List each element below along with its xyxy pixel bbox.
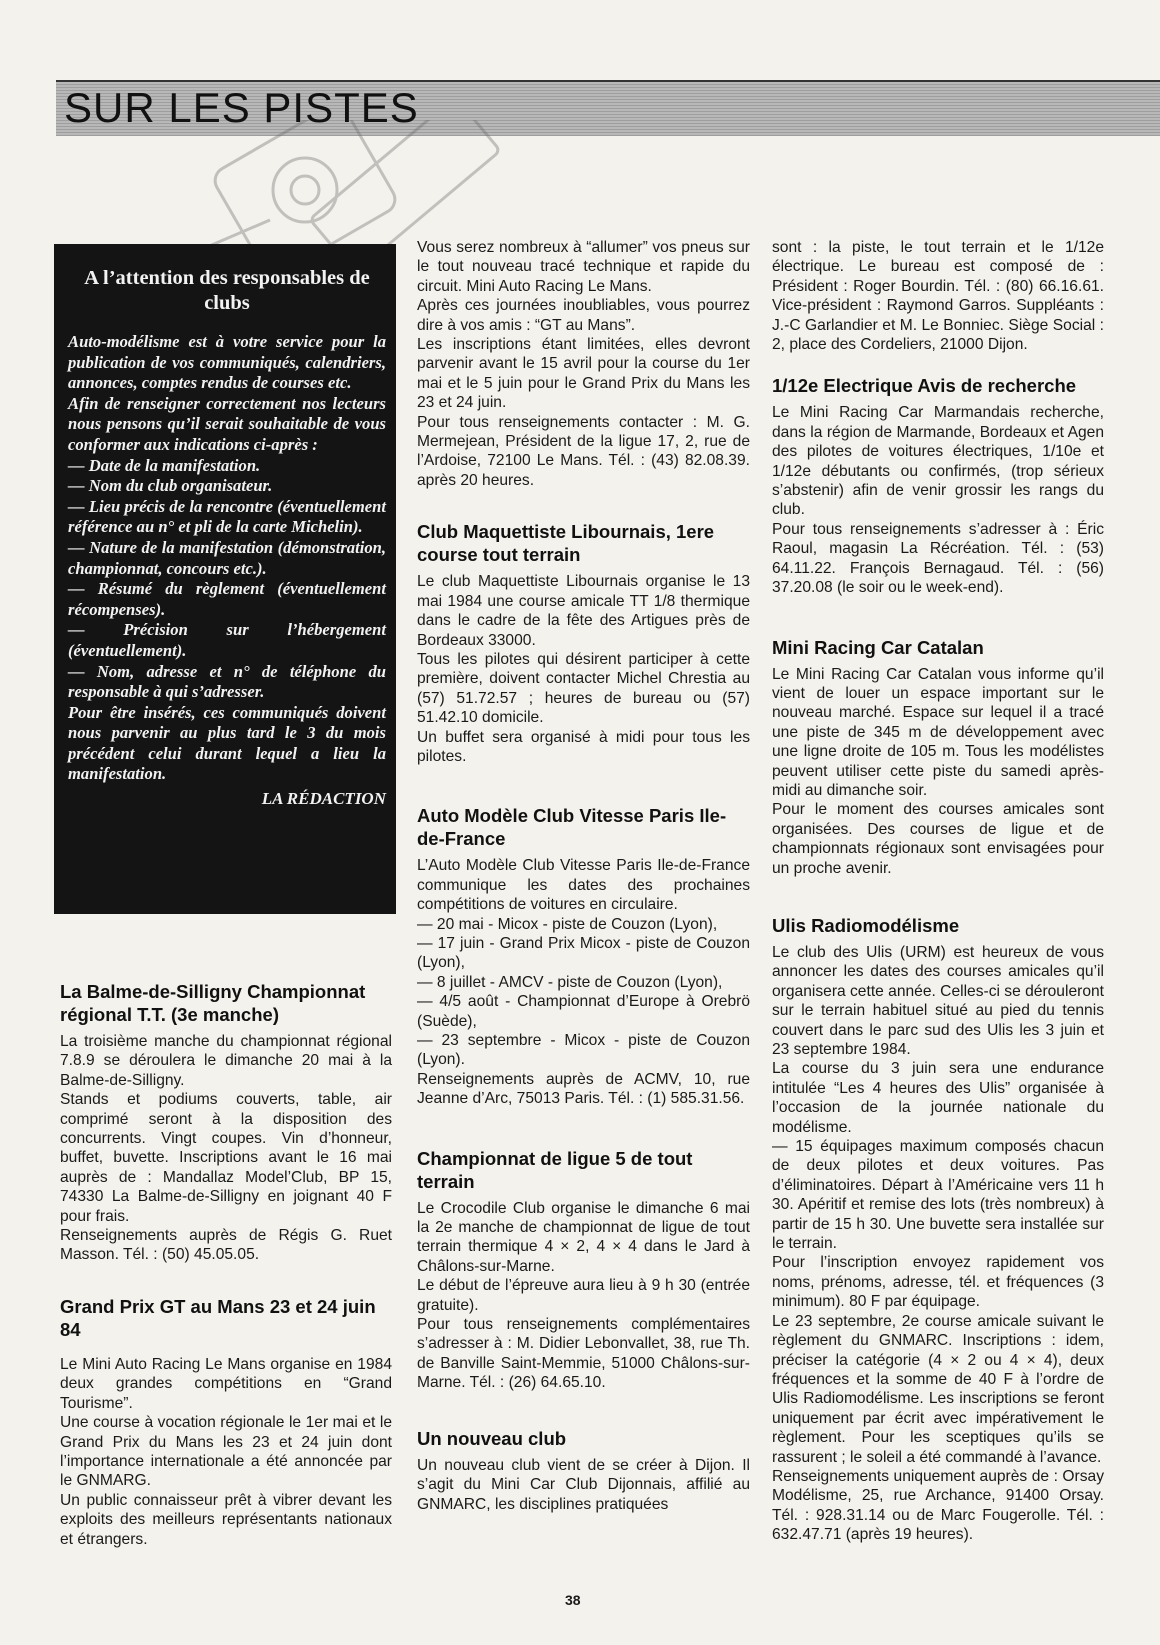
paragraph: Le Mini Auto Racing Le Mans organise en 1984 deux grandes compétitions en “Grand Tourisme”. <box>60 1355 392 1412</box>
article-body <box>417 1199 750 1393</box>
notice-line: — Lieu précis de la rencontre (éventuellement référence au n° et pli de la carte Michelin). <box>68 496 386 537</box>
notice-title: A l’attention des responsables de clubs <box>84 267 370 314</box>
article-body <box>60 1032 392 1265</box>
paragraph: La troisième manche du championnat régional 7.8.9 se déroulera le dimanche 20 mai à la Balme-de-Silligny. <box>60 1033 392 1089</box>
paragraph: Renseignements uniquement auprès de : Orsay Modélisme, 25, rue Archance, 91400 Orsay. Tél. : 928.31.14 ou de Marc Fougerolle. Tél. : 632.47.71 (après 19 heures). <box>772 1467 1104 1544</box>
paragraph: Renseignements auprès de ACMV, 10, rue Jeanne d’Arc, 75013 Paris. Tél. : (1) 585.31.56. <box>417 1070 750 1108</box>
paragraph: Pour tous renseignements s’adresser à : Éric Raoul, magasin La Récréation. Tél. : (53) 64.11.22. François Bernagaud. Tél. : (56) 37.20.08 (le soir ou le week-end). <box>772 520 1104 597</box>
paragraph: Le Mini Racing Car Marmandais recherche, dans la région de Marmande, Bordeaux et Agen des pilotes de voitures électriques, 1/10e et 1/12e débutants ou confirmés, (trop sérieux s’abstenir) afin de venir grossir les rangs du club. <box>772 404 1104 519</box>
paragraph: Le Crocodile Club organise le dimanche 6 mai la 2e manche de championnat de ligue de tout terrain thermique 4 × 2, 4 × 4 dans le Jard à Châlons-sur-Marne. <box>417 1199 750 1275</box>
paragraph: — 4/5 août - Championnat d’Europe à Orebrö (Suède), <box>417 993 750 1030</box>
paragraph: L’Auto Modèle Club Vitesse Paris Ile-de-France communique les dates des prochaines compétitions de voitures en circulaire. <box>417 857 750 914</box>
article-body <box>772 403 1104 597</box>
notice-line: Pour être insérés, ces communiqués doivent nous parvenir au plus tard le 3 du mois précédent celui durant lequel a lieu la manifestation. <box>68 702 386 784</box>
paragraph: — 8 juillet - AMCV - piste de Couzon (Lyon), <box>417 973 723 991</box>
article-body <box>417 238 750 490</box>
paragraph: Après ces journées inoubliables, vous pourrez dire à vos amis : “GT au Mans”. <box>417 297 750 334</box>
article-title: Club Maquettiste Libournais, 1ere course tout terrain <box>417 521 715 566</box>
article-body <box>772 665 1104 878</box>
column-middle <box>417 238 750 1514</box>
article-body <box>772 943 1104 1545</box>
paragraph: — 15 équipages maximum composés chacun de deux pilotes et deux voitures. Pas d’éliminatoires. Départ à l’Américaine vers 11 h 30. Apéritif et remise des lots (très nombreux) à partir de 15 h 30. Une buvette sera installée sur le terrain. <box>772 1138 1104 1253</box>
paragraph: — 17 juin - Grand Prix Micox - piste de Couzon (Lyon), <box>417 934 750 972</box>
notice-line: — Nom, adresse et n° de téléphone du responsable à qui s’adresser. <box>68 661 386 702</box>
article-title: Championnat de ligue 5 de tout terrain <box>417 1147 693 1192</box>
article-title: 1/12e Electrique Avis de recherche <box>772 375 1077 397</box>
notice-body <box>68 332 386 785</box>
notice-line: — Précision sur l’hébergement (éventuellement). <box>68 620 386 660</box>
column-right <box>772 238 1104 1545</box>
article-title: Ulis Radiomodélisme <box>772 914 960 936</box>
paragraph: Pour le moment des courses amicales sont organisées. Des courses de ligue et de championnats régionaux sont envisagées pour un proche avenir. <box>772 801 1104 877</box>
page-title: SUR LES PISTES <box>64 84 419 131</box>
paragraph: Les inscriptions étant limitées, elles devront parvenir avant le 15 avril pour la course du 1er mai et le 5 juin pour le Grand Prix du Mans les 23 et 24 juin. <box>417 336 750 412</box>
paragraph: Le Mini Racing Car Catalan vous informe qu’il vient de louer un espace important sur le nouveau marché. Espace sur lequel il a tracé une piste de 345 m de développement avec une ligne droite de 105 m. Tous les modélistes peuvent utiliser cette piste du samedi après-midi au dimanche soir. <box>772 665 1104 799</box>
paragraph: Un public connaisseur prêt à vibrer devant les exploits des meilleurs représentants nationaux et étrangers. <box>60 1491 392 1548</box>
notice-line: Afin de renseigner correctement nos lecteurs nous pensons qu’il serait souhaitable de vous conformer aux indications ci-après : <box>68 393 386 454</box>
paragraph: Vous serez nombreux à “allumer” vos pneus sur le tout nouveau tracé technique et rapide du circuit. Mini Auto Racing Le Mans. <box>417 239 750 295</box>
paragraph: Stands et podiums couverts, table, air comprimé seront à la disposition des concurrents. Vingt coupes. Vin d’honneur, buffet, buvette. Inscriptions avant le 16 mai auprès de : Mandallaz Model’Club, BP 15, 74330 La Balme-de-Silligny en joignant 40 F pour frais. <box>60 1091 392 1225</box>
article-body <box>417 572 750 766</box>
page-number: 38 <box>565 1592 581 1608</box>
paragraph: Pour tous renseignements contacter : M. G. Mermejean, Président de la ligue 17, 2, rue de l’Ardoise, 72100 Le Mans. Tél. : (43) 82.08.39. après 20 heures. <box>417 413 750 489</box>
article-title: Un nouveau club <box>417 1427 567 1449</box>
paragraph: — 23 septembre - Micox - piste de Couzon (Lyon). <box>417 1032 750 1069</box>
paragraph: Pour tous renseignements complémentaires s’adresser à : M. Didier Lebonvallet, 38, rue Th. de Banville Saint-Memmie, 51000 Châlons-sur-Marne. Tél. : (26) 64.65.10. <box>417 1316 750 1392</box>
article-body <box>60 1355 392 1549</box>
paragraph: sont : la piste, le tout terrain et le 1/12e électrique. Le bureau est composé de : Président : Roger Bourdin. Tél. : (80) 66.16.61. Vice-président : Raymond Garros. Suppléants : J.-C Garlandier et M. Le Bonniec. Siège Social : 2, place des Cordeliers, 21000 Dijon. <box>772 239 1104 354</box>
notice-line: — Date de la manifestation. <box>68 455 261 475</box>
notice-line: — Nature de la manifestation (démonstration, championnat, concours etc.). <box>68 537 386 578</box>
paragraph: Le club des Ulis (URM) est heureux de vous annoncer les dates des courses amicales qu’il organisera cette année. Celles-ci se dérouleront sur le terrain habituel situé au pied du tennis couvert dans le parc sud des Ulis les 3 juin et 23 septembre 1984. <box>772 943 1104 1058</box>
paragraph: Un nouveau club vient de se créer à Dijon. Il s’agit du Mini Car Club Dijonnais, affilié au GNMARC, les disciplines pratiquées <box>417 1456 750 1513</box>
article-title: La Balme-de-Silligny Championnat régional T.T. (3e manche) <box>60 981 366 1025</box>
notice-line: — Résumé du règlement (éventuellement récompenses). <box>68 579 386 619</box>
paragraph: Renseignements auprès de Régis G. Ruet Masson. Tél. : (50) 45.05.05. <box>60 1227 392 1264</box>
notice-line: Auto-modélisme est à votre service pour la publication de vos communiqués, calendriers, annonces, comptes rendus de courses etc. <box>68 332 386 393</box>
paragraph: Le début de l’épreuve aura lieu à 9 h 30 (entrée gratuite). <box>417 1277 750 1314</box>
notice-box <box>54 244 396 914</box>
article-body <box>772 238 1104 354</box>
article-title: Mini Racing Car Catalan <box>772 636 984 658</box>
paragraph: Le club Maquettiste Libournais organise le 13 mai 1984 une course amicale TT 1/8 thermique dans le cadre de la fête des Artigues près de Bordeaux 33000. <box>417 573 750 649</box>
paragraph: Une course à vocation régionale le 1er mai et le Grand Prix du Mans les 23 et 24 juin dont l’importance internationale a été annoncée par le GNMARG. <box>60 1414 392 1490</box>
article-title: Grand Prix GT au Mans 23 et 24 juin 84 <box>60 1295 376 1340</box>
column-left <box>60 980 392 1549</box>
paragraph: Le 23 septembre, 2e course amicale suivant le règlement du GNMARC. Inscriptions : idem, préciser la catégorie (4 × 2 ou 4 × 4), deux fréquences et la somme de 40 F à l’ordre de Ulis Radiomodélisme. Les inscriptions se feront uniquement par écrit avec impérativement le règlement. Pour les sceptiques qu’ils se rassurent ; le soleil a été commandé à l’avance. <box>772 1312 1104 1466</box>
article-body <box>417 856 750 1108</box>
notice-signature: LA RÉDACTION <box>261 789 386 809</box>
paragraph: Tous les pilotes qui désirent participer à cette première, doivent contacter Michel Chrestia au (57) 51.72.57 ; heures de bureau ou (57) 51.42.10 domicile. <box>417 650 750 727</box>
paragraph: Pour l’inscription envoyez rapidement vos noms, prénoms, adresse, tél. et fréquences (3 minimum). 80 F par équipage. <box>772 1254 1104 1311</box>
paragraph: Un buffet sera organisé à midi pour tous les pilotes. <box>417 728 750 765</box>
article-body <box>417 1456 750 1514</box>
article-title: Auto Modèle Club Vitesse Paris Ile-de-France <box>417 805 727 850</box>
paragraph: La course du 3 juin sera une endurance intitulée “Les 4 heures des Ulis” organisée à l’occasion de la journée nationale du modélisme. <box>772 1060 1104 1136</box>
notice-line: — Nom du club organisateur. <box>68 476 273 496</box>
paragraph: — 20 mai - Micox - piste de Couzon (Lyon), <box>417 915 718 933</box>
